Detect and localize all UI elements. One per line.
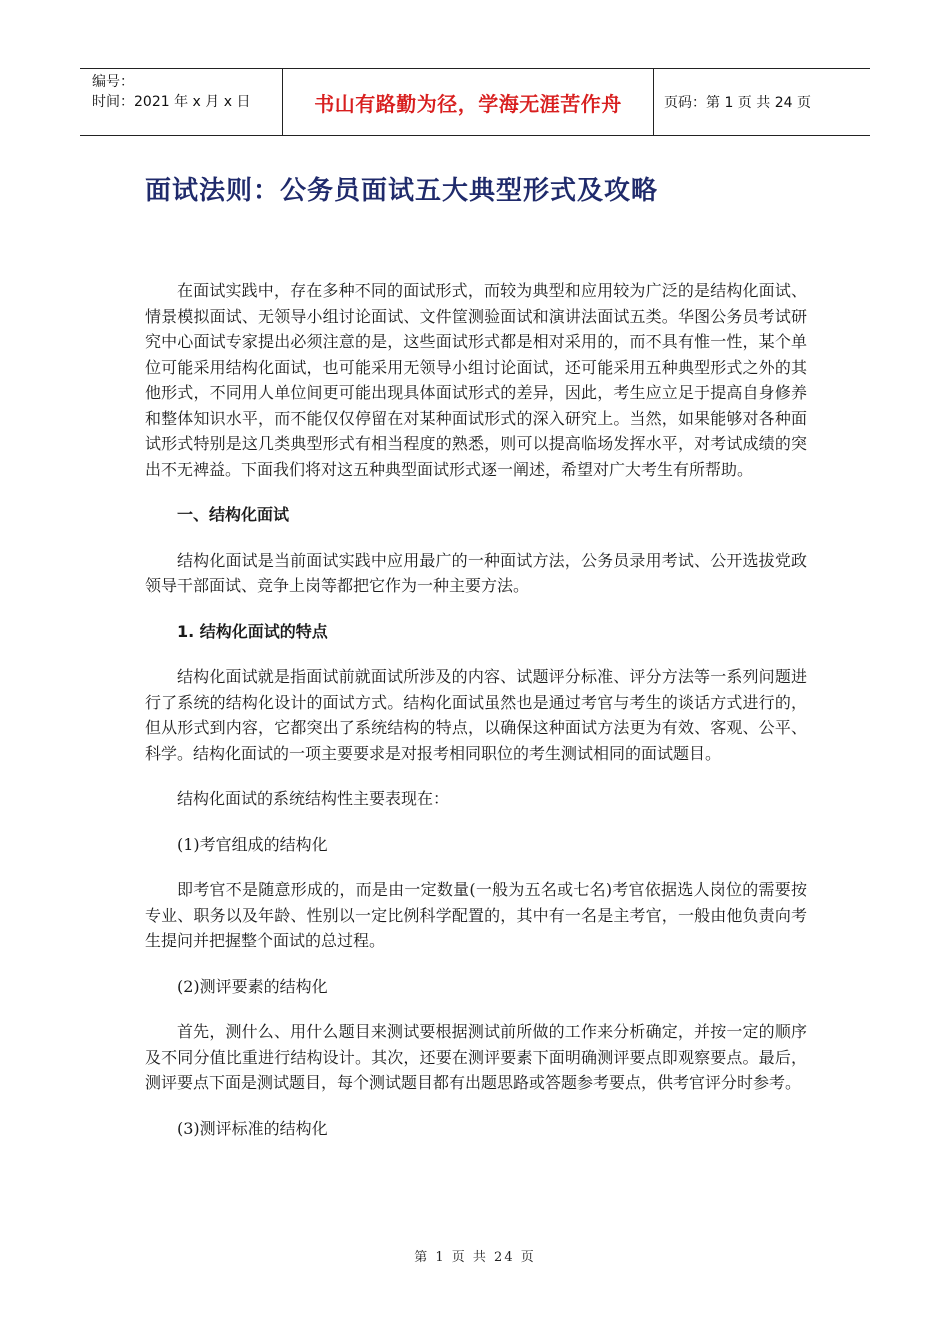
header-meta xyxy=(80,69,282,135)
item-heading: (3)测评标准的结构化 xyxy=(177,1118,328,1138)
item-paragraph: 即考官不是随意形成的，而是由一定数量(一般为五名或七名)考官依据选人岗位的需要按专业、职务以及年龄、性别以一定比例科学配置的，其中有一名是主考官，一般由他负责向考生提问并把握整个面试的总过程。 xyxy=(145,880,807,950)
section-heading: 一、结构化面试 xyxy=(177,505,290,524)
header-page-info: 页码：第 1 页 共 24 页 xyxy=(664,95,811,111)
document-body xyxy=(145,278,807,1161)
document-header xyxy=(80,68,870,136)
number-label: 编号： xyxy=(92,74,134,90)
page-footer: 第 1 页 共 24 页 xyxy=(414,1250,536,1265)
document-title: 面试法则：公务员面试五大典型形式及攻略 xyxy=(145,176,659,206)
subsection-paragraph: 结构化面试就是指面试前就面试所涉及的内容、试题评分标准、评分方法等一系列问题进行了系统的结构化设计的面试方式。结构化面试虽然也是通过考官与考生的谈话方式进行的，但从形式到内容，它都突出了系统结构的特点，以确保这种面试方法更为有效、客观、公平、科学。结构化面试的一项主要要求是对报考相同职位的考生测试相同的面试题目。 xyxy=(145,667,807,763)
item-paragraph: 首先，测什么、用什么题目来测试要根据测试前所做的工作来分析确定，并按一定的顺序及不同分值比重进行结构设计。其次，还要在测评要素下面明确测评要点即观察要点。最后，测评要点下面是测试题目，每个测试题目都有出题思路或答题参考要点，供考官评分时参考。 xyxy=(145,1022,807,1092)
time-label: 时间：2021 年 x 月 x 日 xyxy=(92,94,251,110)
subsection-heading: 1. 结构化面试的特点 xyxy=(177,621,328,641)
item-heading: (2)测评要素的结构化 xyxy=(177,976,328,996)
header-motto: 书山有路勤为径，学海无涯苦作舟 xyxy=(282,69,654,135)
intro-paragraph: 在面试实践中，存在多种不同的面试形式，而较为典型和应用较为广泛的是结构化面试、情景模拟面试、无领导小组讨论面试、文件筐测验面试和演讲法面试五类。华图公务员考试研究中心面试专家提出必须注意的是，这些面试形式都是相对采用的，而不具有惟一性，某个单位可能采用结构化面试，也可能采用无领导小组讨论面试，还可能采用五种典型形式之外的其他形式，不同用人单位间更可能出现具体面试形式的差异，因此，考生应立足于提高自身修养和整体知识水平，而不能仅仅停留在对某种面试形式的深入研究上。当然，如果能够对各种面试形式特别是这几类典型形式有相当程度的熟悉，则可以提高临场发挥水平，对考试成绩的突出不无裨益。下面我们将对这五种典型面试形式逐一阐述，希望对广大考生有所帮助。 xyxy=(145,281,807,479)
item-heading: (1)考官组成的结构化 xyxy=(177,834,328,854)
section-paragraph: 结构化面试是当前面试实践中应用最广的一种面试方法，公务员录用考试、公开选拔党政领导干部面试、竞争上岗等都把它作为一种主要方法。 xyxy=(145,550,807,595)
structure-intro-paragraph: 结构化面试的系统结构性主要表现在： xyxy=(177,789,450,808)
